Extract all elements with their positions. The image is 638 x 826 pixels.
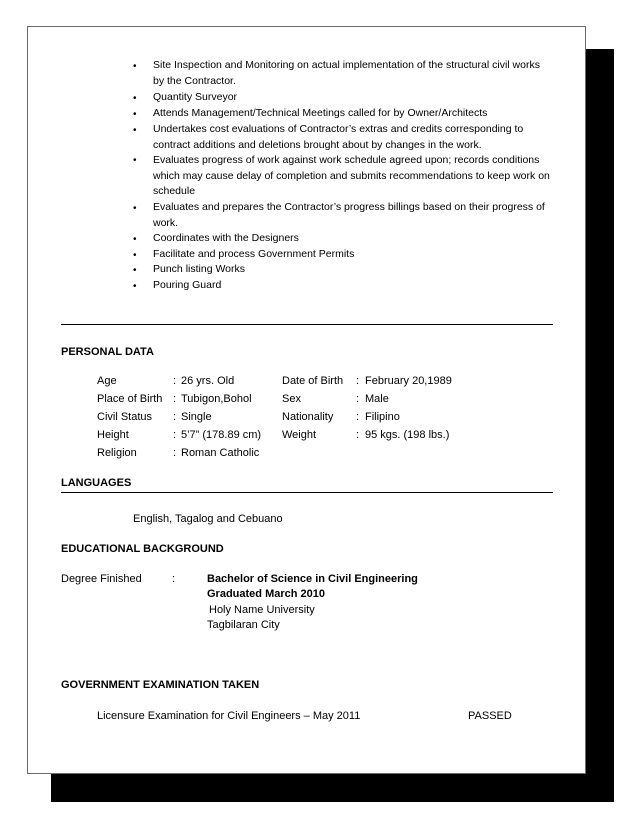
personal-value: Filipino bbox=[365, 411, 400, 423]
personal-value: 26 yrs. Old bbox=[181, 375, 235, 387]
personal-value: Tubigon,Bohol bbox=[181, 393, 252, 405]
bullet: • bbox=[133, 281, 137, 292]
responsibility-item: Attends Management/Technical Meetings called for by Owner/Architects bbox=[153, 107, 488, 119]
personal-separator: : bbox=[356, 375, 360, 387]
degree-separator: : bbox=[172, 573, 176, 585]
personal-label: Age bbox=[97, 375, 117, 387]
bullet: • bbox=[133, 125, 137, 136]
bullet: • bbox=[133, 250, 137, 261]
section-divider bbox=[61, 324, 553, 325]
responsibility-item: Coordinates with the Designers bbox=[153, 232, 299, 244]
personal-value: February 20,1989 bbox=[365, 375, 452, 387]
school-name: Holy Name University bbox=[209, 604, 315, 616]
bullet: • bbox=[133, 93, 137, 104]
bullet: • bbox=[133, 203, 137, 214]
responsibility-item: Punch listing Works bbox=[153, 263, 246, 275]
personal-separator: : bbox=[173, 393, 177, 405]
personal-value: 5’7” (178.89 cm) bbox=[181, 429, 262, 441]
personal-data-heading: PERSONAL DATA bbox=[61, 346, 154, 358]
exam-result: PASSED bbox=[468, 710, 512, 722]
languages-heading: LANGUAGES bbox=[61, 477, 132, 489]
responsibility-item: Facilitate and process Government Permits bbox=[153, 248, 355, 260]
personal-separator: : bbox=[173, 429, 177, 441]
personal-label: Date of Birth bbox=[282, 375, 344, 387]
languages-text: English, Tagalog and Cebuano bbox=[133, 513, 283, 525]
responsibility-item: Quantity Surveyor bbox=[153, 91, 238, 103]
responsibility-item: Pouring Guard bbox=[153, 279, 222, 291]
personal-value: 95 kgs. (198 lbs.) bbox=[365, 429, 450, 441]
bullet: • bbox=[133, 265, 137, 276]
exam-name: Licensure Examination for Civil Engineers – May 2011 bbox=[97, 710, 361, 722]
personal-value: Roman Catholic bbox=[181, 447, 260, 459]
personal-label: Religion bbox=[97, 447, 137, 459]
personal-label: Height bbox=[97, 429, 129, 441]
personal-label: Sex bbox=[282, 393, 301, 405]
bullet: • bbox=[133, 61, 137, 72]
exam-heading: GOVERNMENT EXAMINATION TAKEN bbox=[61, 679, 260, 691]
personal-label: Civil Status bbox=[97, 411, 153, 423]
personal-label: Place of Birth bbox=[97, 393, 163, 405]
degree-label: Degree Finished bbox=[61, 573, 142, 585]
degree-name: Bachelor of Science in Civil Engineering bbox=[207, 573, 418, 585]
personal-label: Weight bbox=[282, 429, 317, 441]
responsibility-item: Site Inspection and Monitoring on actual implementation of the structural civil works by the Contractor. bbox=[153, 59, 540, 87]
personal-value: Single bbox=[181, 411, 212, 423]
personal-separator: : bbox=[173, 447, 177, 459]
personal-separator: : bbox=[173, 375, 177, 387]
bullet: • bbox=[133, 234, 137, 245]
school-city: Tagbilaran City bbox=[207, 619, 280, 631]
responsibility-item: Evaluates progress of work against work schedule agreed upon; records conditions which may cause delay of completion and submits recommendations to keep work on schedule bbox=[153, 154, 550, 198]
responsibility-item: Undertakes cost evaluations of Contractor’s extras and credits corresponding to contract additions and deletions brought about by changes in the work. bbox=[153, 123, 524, 151]
personal-separator: : bbox=[356, 393, 360, 405]
personal-separator: : bbox=[356, 429, 360, 441]
education-heading: EDUCATIONAL BACKGROUND bbox=[61, 543, 224, 555]
responsibility-item: Evaluates and prepares the Contractor’s progress billings based on their progress of work. bbox=[153, 201, 545, 229]
personal-separator: : bbox=[173, 411, 177, 423]
personal-separator: : bbox=[356, 411, 360, 423]
bullet: • bbox=[133, 155, 137, 166]
personal-value: Male bbox=[365, 393, 389, 405]
bullet: • bbox=[133, 109, 137, 120]
resume-page bbox=[27, 26, 586, 774]
personal-label: Nationality bbox=[282, 411, 334, 423]
graduation-date: Graduated March 2010 bbox=[207, 588, 325, 600]
languages-underline bbox=[61, 492, 553, 493]
